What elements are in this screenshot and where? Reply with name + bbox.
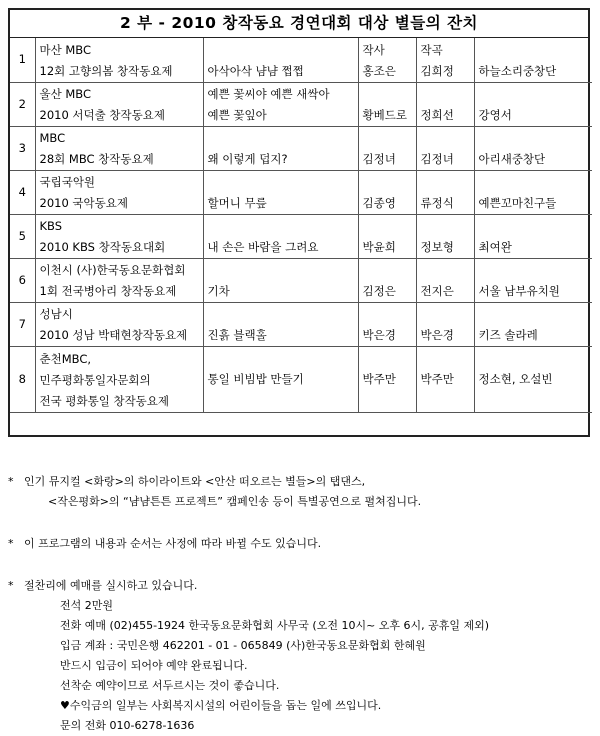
note-program-change [8, 534, 592, 554]
contest-cell [35, 214, 203, 258]
reservation-detail-line: 전화 예매 (02)455-1924 한국동요문화협회 사무국 (오전 10시~ 오후 6시, 공휴일 제외) [60, 619, 490, 632]
contest-cell-line: MBC [39, 130, 66, 145]
contest-cell-line: 울산 MBC [39, 86, 92, 101]
lyricist-header: 작사 [362, 42, 385, 57]
song-title-cell: 기차 [203, 258, 358, 302]
contest-cell-line: 전국 평화통일 창작동요제 [39, 393, 170, 408]
table-row [10, 346, 592, 412]
song-title-cell: 왜 이렇게 덥지? [203, 126, 358, 170]
lyricist-cell: 박윤희 [358, 214, 416, 258]
note-program-change-text: 이 프로그램의 내용과 순서는 사정에 따라 바뀔 수도 있습니다. [24, 537, 322, 550]
performer-cell: 정소현, 오설빈 [474, 346, 592, 412]
composer-header: 작곡 [420, 42, 443, 57]
row-number: 2 [10, 82, 35, 126]
program-title: 2 부 - 2010 창작동요 경연대회 대상 별들의 잔치 [10, 10, 588, 38]
reservation-detail-line: 반드시 입금이 되어야 예약 완료됩니다. [60, 659, 248, 672]
performer-cell: 아리새중창단 [474, 126, 592, 170]
note-reservation [8, 576, 592, 596]
lyricist-cell [358, 38, 416, 82]
program-table [10, 38, 592, 413]
composer-cell: 정보형 [416, 214, 474, 258]
reservation-detail-line: 선착순 예약이므로 서두르시는 것이 좋습니다. [60, 679, 280, 692]
song-title-cell-line: 예쁜 꽃잎아 [207, 107, 267, 122]
bullet-star: * [8, 537, 14, 550]
table-row [10, 170, 592, 214]
table-row [10, 126, 592, 170]
lyricist-cell: 박은경 [358, 302, 416, 346]
row-number: 5 [10, 214, 35, 258]
reservation-detail-line: 입금 계좌 : 국민은행 462201 - 01 - 065849 (사)한국동요문화협회 한혜원 [60, 639, 426, 652]
song-title-cell: 진흙 블랙홀 [203, 302, 358, 346]
reservation-detail-line: 문의 전화 010-6278-1636 [60, 719, 195, 732]
performer-cell: 하늘소리중창단 [474, 38, 592, 82]
contest-cell-line: 2010 KBS 창작동요대회 [39, 239, 166, 254]
row-number: 3 [10, 126, 35, 170]
contest-cell-line: 국립국악원 [39, 174, 96, 189]
reservation-detail-line: 전석 2만원 [60, 599, 113, 612]
program-table-frame [8, 8, 590, 437]
composer-cell: 정희선 [416, 82, 474, 126]
song-title-cell: 아삭아삭 냠냠 쩝쩝 [203, 38, 358, 82]
performer-cell: 예쁜꼬마친구들 [474, 170, 592, 214]
bullet-star: * [8, 475, 14, 488]
note-performances-line1: 인기 뮤지컬 <화랑>의 하이라이트와 <안산 떠오르는 별들>의 탭댄스, [24, 475, 366, 488]
note-performances [8, 472, 592, 492]
contest-cell [35, 302, 203, 346]
contest-cell-line: 이천시 (사)한국동요문화협회 [39, 262, 186, 277]
song-title-cell [203, 82, 358, 126]
contest-cell-line: 민주평화통일자문회의 [39, 372, 151, 387]
contest-cell-line: KBS [39, 218, 63, 233]
performer-cell: 서울 남부유치원 [474, 258, 592, 302]
table-row [10, 258, 592, 302]
song-title-cell: 내 손은 바람을 그려요 [203, 214, 358, 258]
contest-cell-line: 성남시 [39, 306, 73, 321]
song-title-cell: 통일 비빔밥 만들기 [203, 346, 358, 412]
lyricist-name: 홍조은 [362, 63, 396, 78]
composer-cell: 박은경 [416, 302, 474, 346]
reservation-details [8, 596, 592, 736]
table-row [10, 214, 592, 258]
composer-cell: 박주만 [416, 346, 474, 412]
contest-cell-line: 12회 고향의봄 창작동요제 [39, 63, 173, 78]
contest-cell-line: 2010 성남 박태현창작동요제 [39, 327, 188, 342]
table-row [10, 38, 592, 82]
lyricist-cell: 김정은 [358, 258, 416, 302]
contest-cell [35, 82, 203, 126]
contest-cell [35, 38, 203, 82]
lyricist-cell: 박주만 [358, 346, 416, 412]
row-number: 6 [10, 258, 35, 302]
contest-cell-line: 28회 MBC 창작동요제 [39, 151, 154, 166]
composer-cell [416, 38, 474, 82]
lyricist-cell: 황베드로 [358, 82, 416, 126]
reservation-detail-line: ♥수익금의 일부는 사회복지시설의 어린이들을 돕는 일에 쓰입니다. [60, 699, 382, 712]
composer-cell: 김정녀 [416, 126, 474, 170]
performer-cell: 강영서 [474, 82, 592, 126]
lyricist-cell: 김정녀 [358, 126, 416, 170]
row-number: 8 [10, 346, 35, 412]
composer-cell: 류정식 [416, 170, 474, 214]
row-number: 1 [10, 38, 35, 82]
lyricist-cell: 김종영 [358, 170, 416, 214]
performer-cell: 키즈 솔라레 [474, 302, 592, 346]
row-number: 4 [10, 170, 35, 214]
contest-cell [35, 258, 203, 302]
contest-cell-line: 마산 MBC [39, 42, 92, 57]
performer-cell: 최여완 [474, 214, 592, 258]
table-row [10, 82, 592, 126]
note-performances-line2: <작은평화>의 “냠냠튼튼 프로젝트” 캠페인송 등이 특별공연으로 펼쳐집니다. [48, 495, 422, 508]
composer-name: 김희정 [420, 63, 454, 78]
contest-cell-line: 1회 전국병아리 창작동요제 [39, 283, 177, 298]
row-number: 7 [10, 302, 35, 346]
song-title-cell: 할머니 무릎 [203, 170, 358, 214]
contest-cell [35, 346, 203, 412]
bullet-star: * [8, 579, 14, 592]
contest-cell-line: 2010 서덕출 창작동요제 [39, 107, 165, 122]
table-row [10, 302, 592, 346]
contest-cell [35, 170, 203, 214]
contest-cell [35, 126, 203, 170]
notes-section [8, 472, 592, 736]
song-title-cell-line: 예쁜 꽃씨야 예쁜 새싹아 [207, 86, 330, 101]
note-reservation-text: 절찬리에 예매를 실시하고 있습니다. [24, 579, 198, 592]
contest-cell-line: 2010 국악동요제 [39, 195, 128, 210]
contest-cell-line: 춘천MBC, [39, 351, 92, 366]
composer-cell: 전지은 [416, 258, 474, 302]
